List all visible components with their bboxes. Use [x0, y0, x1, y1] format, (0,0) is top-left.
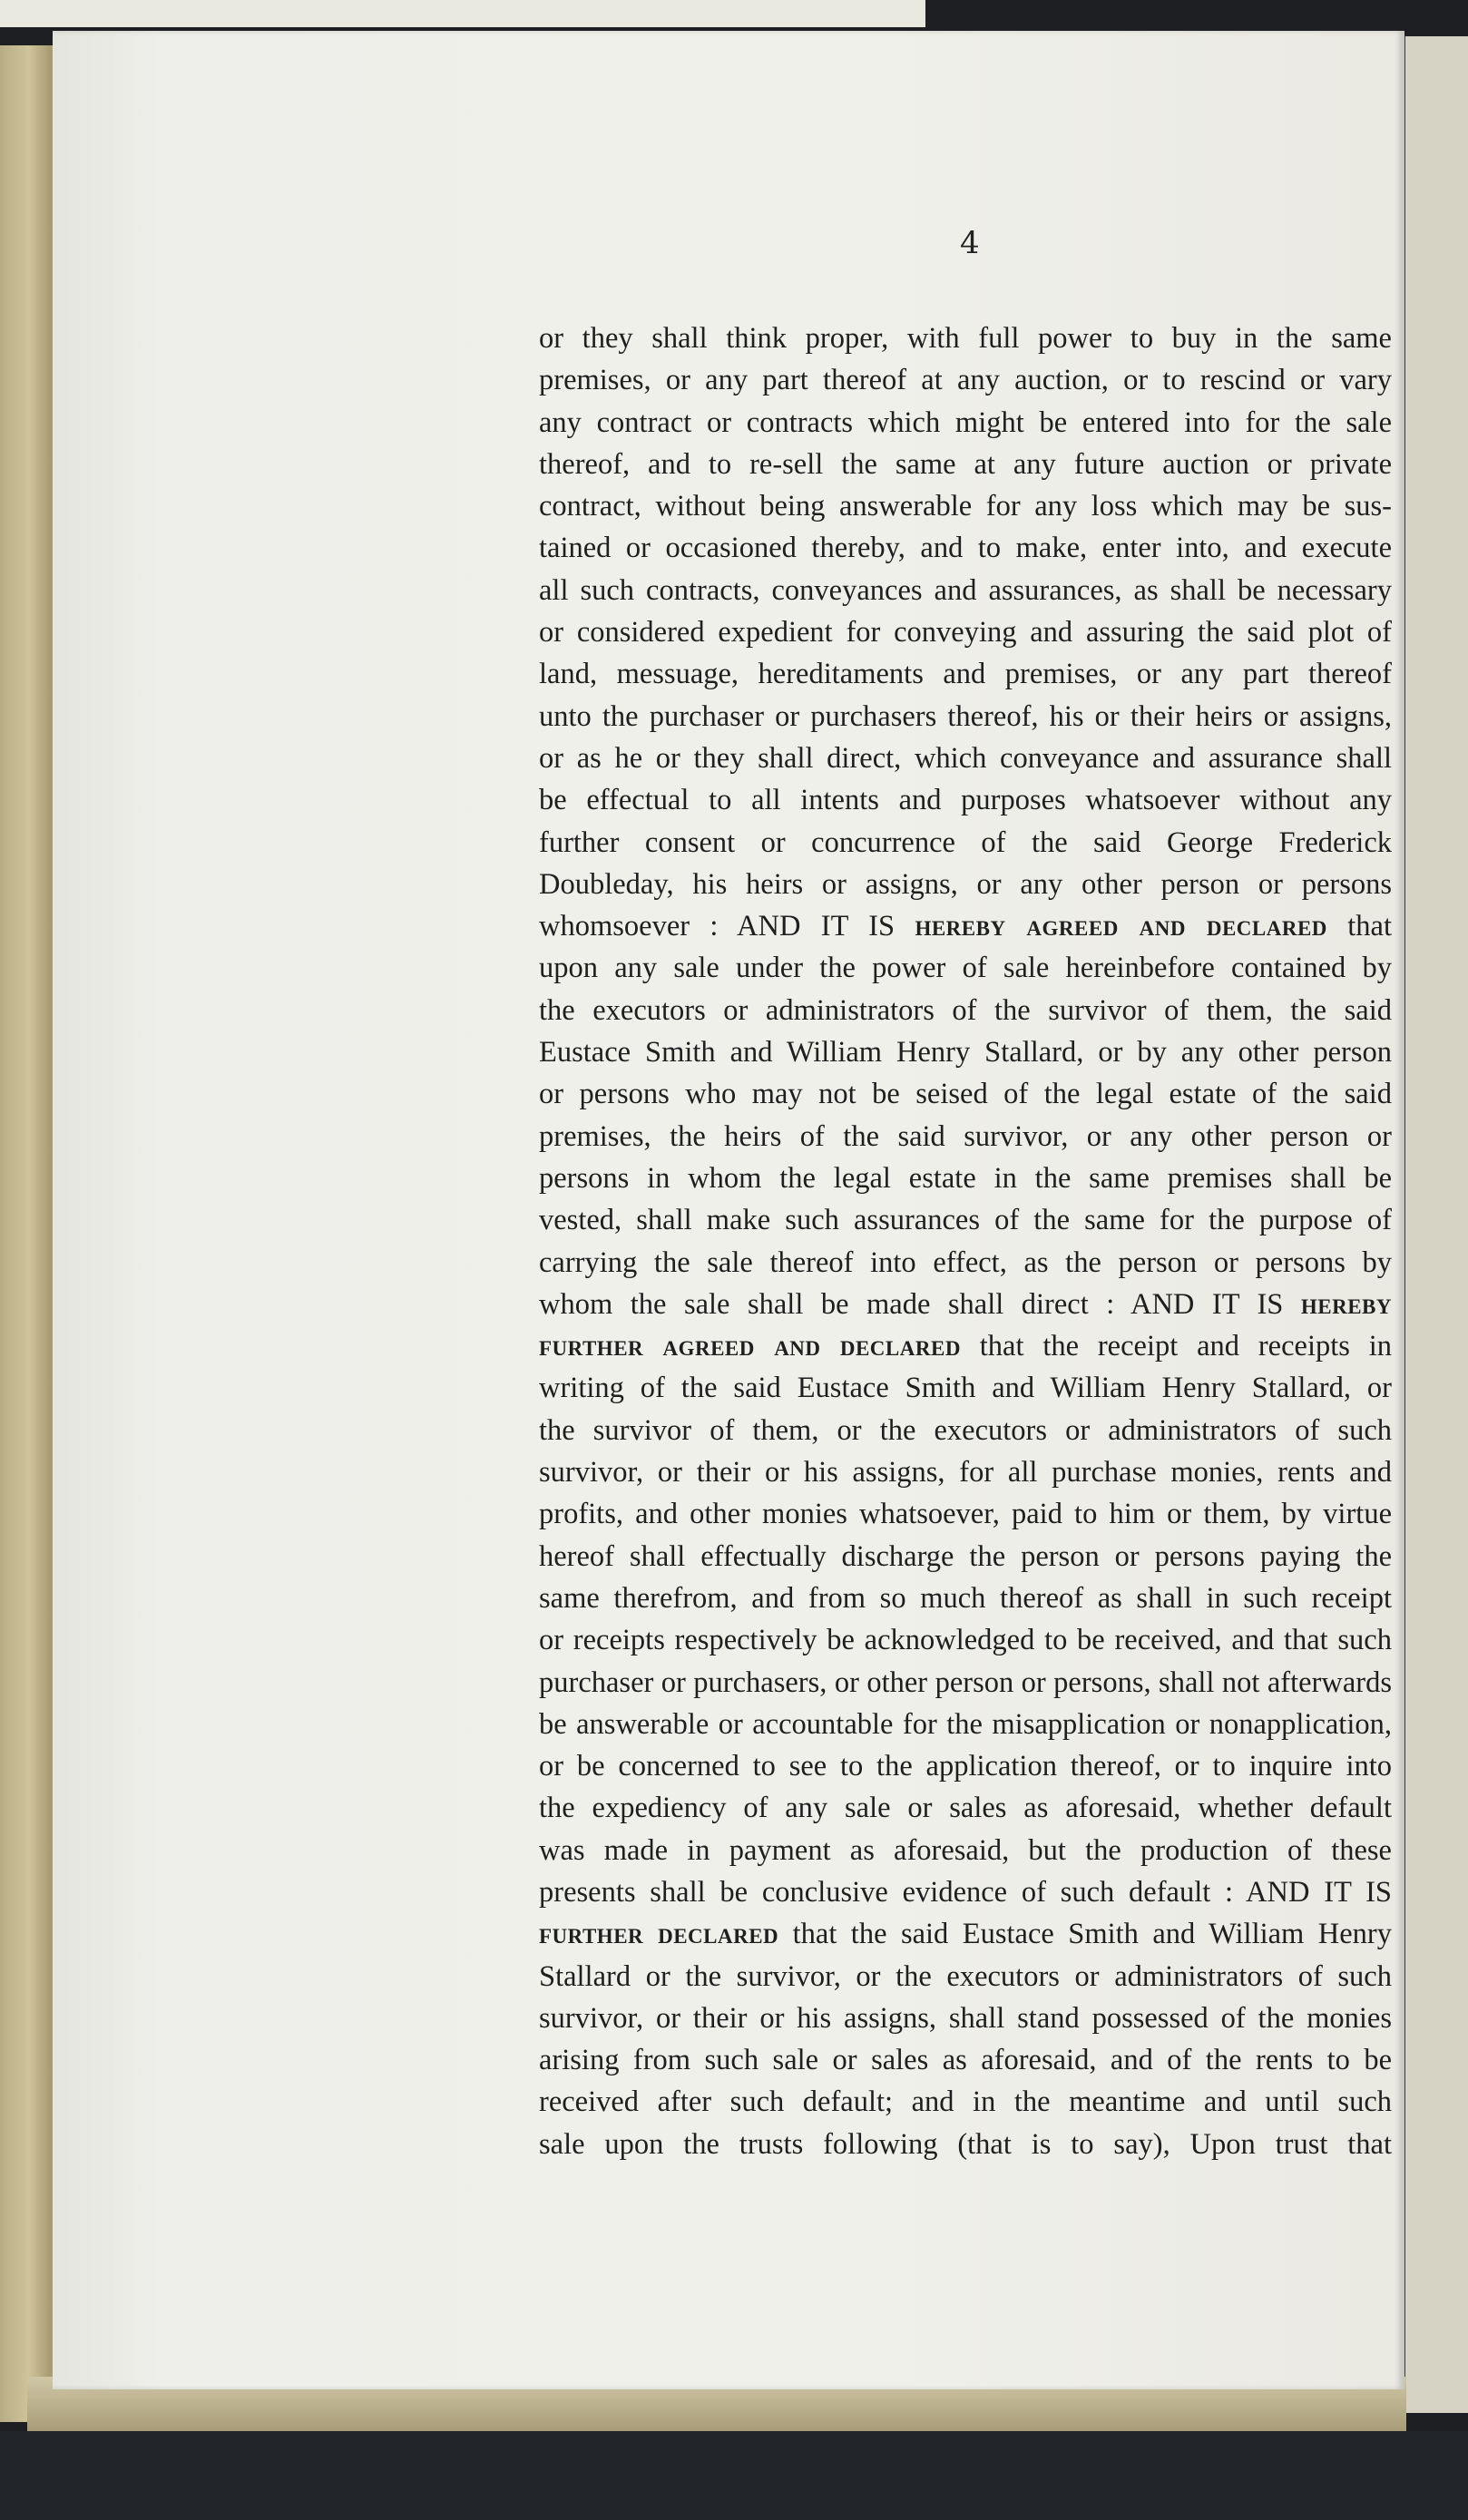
- text-line: [539, 1031, 1392, 1073]
- line-text: premises, or any part thereof at any auction, or to rescind or vary: [539, 364, 1392, 397]
- background: [0, 2431, 1468, 2520]
- line-text: was made in payment as aforesaid, but the production of these: [539, 1833, 1392, 1867]
- text-line: [539, 527, 1392, 569]
- line-text: whom the sale shall be made shall direct : AND IT IS: [539, 1287, 1301, 1321]
- line-text: hereof shall effectually discharge the person or persons paying the: [539, 1539, 1392, 1573]
- line-text: Doubleday, his heirs or assigns, or any other person or persons: [539, 867, 1392, 901]
- text-line: [539, 611, 1392, 653]
- text-line: [539, 1956, 1392, 1997]
- line-text: whomsoever : AND IT IS: [539, 910, 915, 943]
- text-line: [539, 990, 1392, 1031]
- text-line: [539, 444, 1392, 485]
- line-text: sale upon the trusts following (that is to say), Upon trust that: [539, 2127, 1392, 2161]
- line-text: persons in whom the legal estate in the same premises shall be: [539, 1161, 1392, 1195]
- line-text: or as he or they shall direct, which conveyance and assurance shall: [539, 741, 1392, 775]
- body-text: [539, 317, 1392, 2165]
- line-text: all such contracts, conveyances and assurances, as shall be necessary: [539, 573, 1392, 607]
- line-text: profits, and other monies whatsoever, paid to him or them, by virtue: [539, 1498, 1392, 1531]
- line-text: that: [1326, 910, 1393, 943]
- text-line: [539, 1577, 1392, 1619]
- line-text: presents shall be conclusive evidence of such default : AND IT IS: [539, 1875, 1392, 1909]
- line-text: survivor, or their or his assigns, shall stand possessed of the monies: [539, 2001, 1392, 2035]
- line-text: upon any sale under the power of sale hereinbefore contained by: [539, 952, 1392, 985]
- text-line: [539, 1997, 1392, 2039]
- text-line: [539, 1704, 1392, 1745]
- text-line: [539, 947, 1392, 989]
- text-line: [539, 1116, 1392, 1157]
- text-line: [539, 570, 1392, 611]
- line-text: purchaser or purchasers, or other person or persons, shall not afterwards: [539, 1665, 1392, 1699]
- line-text: contract, without being answerable for any loss which may be sus-: [539, 490, 1392, 523]
- line-text: further consent or concurrence of the said George Frederick: [539, 825, 1392, 859]
- line-text: the executors or administrators of the survivor of them, the said: [539, 993, 1392, 1027]
- text-line: [539, 905, 1392, 947]
- text-line: [539, 864, 1392, 905]
- text-line: [539, 1745, 1392, 1787]
- text-line: [539, 1242, 1392, 1284]
- line-text: arising from such sale or sales as aforesaid, and of the rents to be: [539, 2044, 1392, 2077]
- line-text: that the said Eustace Smith and William Henry: [778, 1918, 1393, 1951]
- line-text: or receipts respectively be acknowledged to be received, and that such: [539, 1624, 1392, 1657]
- text-line: [539, 1830, 1392, 1871]
- line-text: the expediency of any sale or sales as aforesaid, whether default: [539, 1792, 1392, 1825]
- facing-page-edge: [1402, 36, 1468, 2413]
- line-text: carrying the sale thereof into effect, as the person or persons by: [539, 1245, 1392, 1279]
- small-caps-text: further agreed and declared: [539, 1330, 961, 1363]
- line-text: or be concerned to see to the application thereof, or to inquire into: [539, 1750, 1392, 1783]
- page-number: 4: [960, 225, 980, 261]
- line-text: tained or occasioned thereby, and to make, enter into, and execute: [539, 532, 1392, 565]
- line-text: or persons who may not be seised of the legal estate of the said: [539, 1078, 1392, 1111]
- text-line: [539, 696, 1392, 737]
- text-line: [539, 1073, 1392, 1115]
- text-line: [539, 1787, 1392, 1829]
- text-line: [539, 1410, 1392, 1451]
- text-line: [539, 1662, 1392, 1704]
- text-line: [539, 485, 1392, 527]
- text-line: [539, 1536, 1392, 1577]
- text-line: [539, 1451, 1392, 1493]
- line-text: survivor, or their or his assigns, for all purchase monies, rents and: [539, 1456, 1392, 1490]
- line-text: any contract or contracts which might be entered into for the sale: [539, 405, 1392, 439]
- line-text: be answerable or accountable for the misapplication or nonapplication,: [539, 1707, 1392, 1741]
- text-line: [539, 2039, 1392, 2081]
- adjacent-sheet-edge: [0, 0, 925, 27]
- line-text: that the receipt and receipts in: [960, 1330, 1393, 1363]
- text-line: [539, 779, 1392, 821]
- text-line: [539, 822, 1392, 864]
- line-text: thereof, and to re-sell the same at any future auction or private: [539, 447, 1392, 481]
- text-line: [539, 1913, 1392, 1955]
- text-line: [539, 1871, 1392, 1913]
- text-line: [539, 1325, 1392, 1367]
- line-text: Stallard or the survivor, or the executors or administrators of such: [539, 1959, 1392, 1993]
- text-line: [539, 737, 1392, 779]
- line-text: or considered expedient for conveying and assuring the said plot of: [539, 616, 1392, 650]
- text-line: [539, 317, 1392, 359]
- text-line: [539, 359, 1392, 401]
- line-text: the survivor of them, or the executors or administrators of such: [539, 1413, 1392, 1447]
- line-text: unto the purchaser or purchasers thereof, his or their heirs or assigns,: [539, 699, 1392, 733]
- text-line: [539, 1367, 1392, 1409]
- line-text: vested, shall make such assurances of the same for the purpose of: [539, 1204, 1392, 1237]
- text-line: [539, 2124, 1392, 2165]
- small-caps-text: hereby: [1300, 1287, 1392, 1321]
- text-line: [539, 1493, 1392, 1535]
- text-line: [539, 1199, 1392, 1241]
- line-text: writing of the said Eustace Smith and William Henry Stallard, or: [539, 1372, 1392, 1405]
- small-caps-text: further declared: [539, 1918, 779, 1951]
- text-line: [539, 1157, 1392, 1199]
- small-caps-text: hereby agreed and declared: [915, 910, 1327, 943]
- line-text: premises, the heirs of the said survivor, or any other person or: [539, 1119, 1392, 1153]
- line-text: land, messuage, hereditaments and premises, or any part thereof: [539, 658, 1392, 691]
- line-text: Eustace Smith and William Henry Stallard, or by any other person: [539, 1036, 1392, 1070]
- text-line: [539, 1284, 1392, 1325]
- line-text: same therefrom, and from so much thereof as shall in such receipt: [539, 1581, 1392, 1615]
- line-text: received after such default; and in the meantime and until such: [539, 2085, 1392, 2119]
- text-line: [539, 2081, 1392, 2123]
- line-text: be effectual to all intents and purposes whatsoever without any: [539, 784, 1392, 817]
- text-line: [539, 653, 1392, 695]
- text-line: [539, 402, 1392, 444]
- line-text: or they shall think proper, with full power to buy in the same: [539, 322, 1392, 355]
- text-line: [539, 1619, 1392, 1661]
